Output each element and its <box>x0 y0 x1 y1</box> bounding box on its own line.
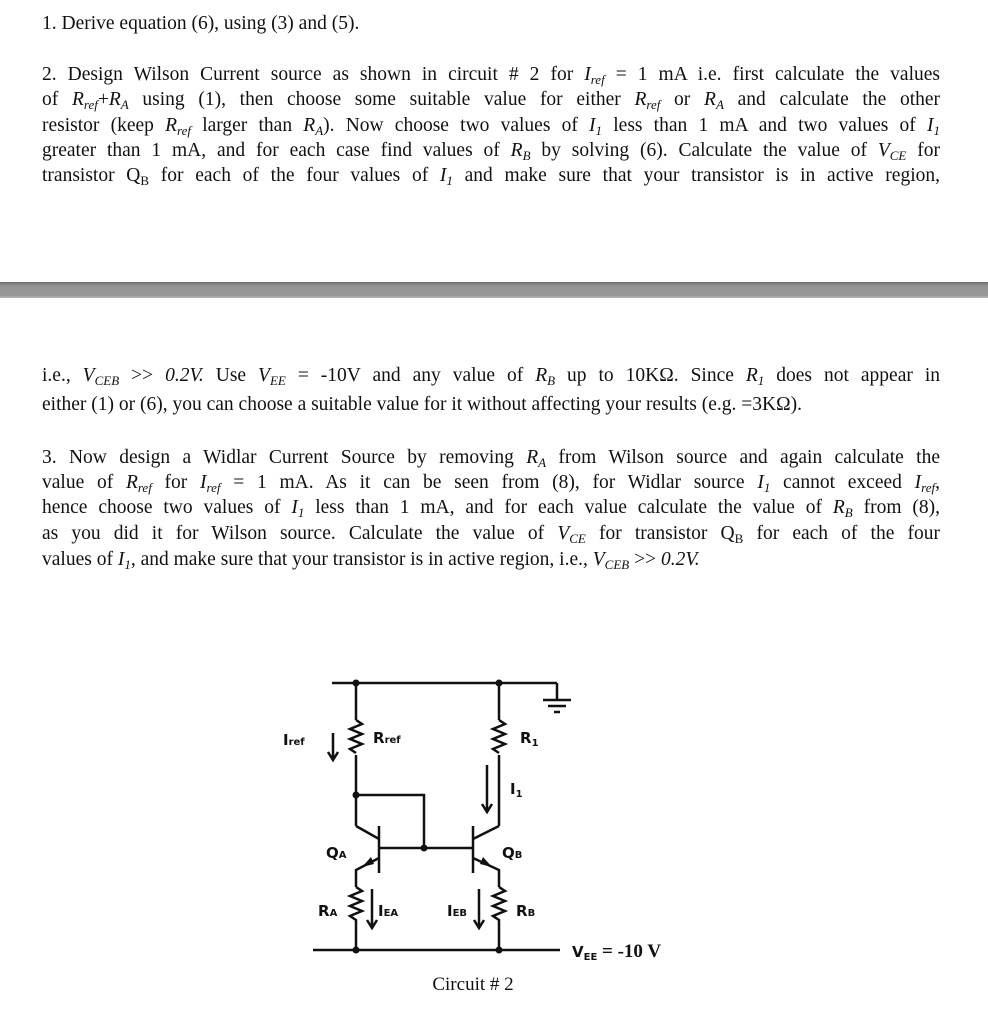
text-segment: for each of the four <box>743 523 940 544</box>
text-segment: 1 <box>297 505 305 520</box>
text-segment: , <box>935 472 940 493</box>
resistor-rb <box>493 887 505 950</box>
text-segment: B <box>734 531 744 546</box>
text-segment: + <box>97 89 109 110</box>
text-segment: R <box>108 89 121 110</box>
text-segment: V <box>82 365 95 386</box>
text-segment: value of <box>42 472 126 493</box>
text-segment: A <box>715 97 724 112</box>
text-segment: using (1), then choose some suitable value for either <box>128 89 635 110</box>
text-segment: CE <box>569 531 586 546</box>
text-segment: B <box>844 505 853 520</box>
text-segment: R <box>535 365 548 386</box>
text-segment: 1 <box>595 123 603 138</box>
text-segment: R <box>704 89 716 110</box>
text-segment: >> <box>629 549 661 570</box>
text-segment: ref <box>137 480 152 495</box>
resistor-r1 <box>493 720 505 753</box>
text-segment: = 1 mA. As it can be seen from (8), for Widlar source <box>220 472 758 493</box>
arrow-iea <box>367 889 377 928</box>
text-segment: greater than 1 mA, and for each case find values of <box>42 140 511 161</box>
label-vee: $V_{EE} = -10$ V <box>572 941 662 963</box>
text-segment: as you did it for Wilson source. Calculate the value of <box>42 523 558 544</box>
text-segment: for each of the four values of <box>149 165 440 186</box>
text-segment: I <box>439 165 447 186</box>
text-segment: or <box>660 89 705 110</box>
text-segment: hence choose two values of <box>42 497 292 518</box>
node <box>353 947 360 954</box>
node <box>353 792 360 799</box>
text-segment: 0.2V. <box>165 365 204 386</box>
text-segment: A <box>315 123 324 138</box>
emitter-arrow-qb <box>480 857 492 867</box>
text-segment: from Wilson source and again calculate the <box>546 447 940 468</box>
circuit-caption: Circuit # 2 <box>432 974 514 995</box>
text-segment: does not appear in <box>764 365 940 386</box>
text-segment: 1 <box>933 123 940 138</box>
text-segment: ref <box>646 97 661 112</box>
text-segment: cannot exceed <box>770 472 915 493</box>
text-segment: 1 <box>763 480 771 495</box>
text-segment: for transistor Q <box>585 523 735 544</box>
text-segment: transistor Q <box>42 165 141 186</box>
text-segment: i.e., <box>42 365 83 386</box>
text-segment: CEB <box>604 557 630 572</box>
text-segment: B <box>140 173 150 188</box>
arrow-iref <box>328 733 338 760</box>
text-segment: R <box>71 89 84 110</box>
text-segment: ref <box>590 72 605 87</box>
arrow-i1 <box>482 765 492 812</box>
text-segment: , and make sure that your transistor is in active region, i.e., <box>130 549 593 570</box>
text-segment: I <box>117 549 125 570</box>
text-segment: R <box>510 140 523 161</box>
left-branch-wire <box>356 683 424 848</box>
text-segment: and calculate the other <box>723 89 940 110</box>
text-segment: I <box>589 115 596 136</box>
text-segment: B <box>522 148 531 163</box>
text-segment: 1 <box>124 557 131 572</box>
text-segment: I <box>200 472 207 493</box>
text-segment: either (1) or (6), you can choose a suitable value for it without affecting your results (e.g. =3KΩ). <box>42 394 802 415</box>
text-segment: by solving (6). Calculate the value of <box>530 140 878 161</box>
text-segment: less than 1 mA and two values of <box>602 115 927 136</box>
text-segment: R <box>303 115 316 136</box>
node <box>496 680 503 687</box>
text-segment: I <box>291 497 298 518</box>
text-segment: resistor (keep <box>42 115 166 136</box>
text-segment: R <box>745 365 758 386</box>
text-segment: up to 10KΩ. Since <box>555 365 746 386</box>
resistor-ra <box>350 887 362 950</box>
node <box>496 947 503 954</box>
text-segment: CEB <box>94 373 120 388</box>
text-segment: CE <box>889 148 907 163</box>
text-segment: 1 <box>446 173 453 188</box>
text-segment: R <box>526 447 539 468</box>
text-segment: I <box>927 115 934 136</box>
text-segment: 3. Now design a Widlar Current Source by removing <box>42 447 527 468</box>
text-segment: V <box>258 365 270 386</box>
label-rref: Rref <box>373 729 401 747</box>
label-ra: RA <box>318 902 338 920</box>
text-segment: 1 <box>757 373 765 388</box>
label-iref: Iref <box>283 731 305 749</box>
text-segment: = -10V and any value of <box>285 365 536 386</box>
label-ieb: IEB <box>447 902 468 920</box>
text-segment: V <box>592 549 605 570</box>
text-segment: larger than <box>191 115 304 136</box>
text-segment: R <box>165 115 178 136</box>
ground-icon <box>543 700 571 712</box>
text-segment: R <box>125 472 138 493</box>
label-i1: $I_1$ <box>510 780 523 800</box>
text-segment: I <box>914 472 922 493</box>
text-segment: ref <box>177 123 191 138</box>
text-segment: B <box>547 373 556 388</box>
text-segment: A <box>538 455 547 470</box>
label-iea: IEA <box>378 902 399 920</box>
text-segment: ref <box>921 480 936 495</box>
transistor-qa <box>356 826 379 887</box>
text-segment: values of <box>42 549 118 570</box>
text-segment: for <box>151 472 201 493</box>
text-segment: from (8), <box>852 497 940 518</box>
transistor-qb <box>473 826 499 887</box>
text-segment: ). Now choose two values of <box>323 115 590 136</box>
top-rail-wire <box>332 683 557 700</box>
text-segment: for <box>906 140 940 161</box>
text-segment: R <box>634 89 647 110</box>
node <box>421 845 428 852</box>
arrow-ieb <box>474 889 484 928</box>
text-segment: 1. Derive equation (6), using (3) and (5). <box>42 13 360 34</box>
label-r1: $R_1$ <box>520 729 539 749</box>
text-segment: V <box>877 140 890 161</box>
text-segment: A <box>120 97 129 112</box>
label-qa: QA <box>326 844 347 862</box>
label-qb: QB <box>502 844 523 862</box>
text-segment: R <box>832 497 845 518</box>
text-segment: V <box>557 523 570 544</box>
text-segment: Use <box>203 365 259 386</box>
text-segment: = 1 mA i.e. first calculate the values <box>604 64 940 85</box>
text-segment: >> <box>119 365 166 386</box>
text-segment: and make sure that your transistor is in active region, <box>452 165 940 186</box>
text-segment: 0.2V. <box>660 549 700 570</box>
emitter-arrow-qa <box>362 857 374 867</box>
text-segment: ref <box>83 97 98 112</box>
text-segment: less than 1 mA, and for each value calculate the value of <box>304 497 833 518</box>
text-segment: 2. Design Wilson Current source as shown in circuit # 2 for <box>42 64 585 85</box>
text-segment: I <box>757 472 764 493</box>
label-rb: RB <box>516 902 536 920</box>
text-segment: ref <box>206 480 221 495</box>
text-segment: EE <box>269 373 286 388</box>
resistor-rref <box>350 720 362 753</box>
text-segment: of <box>42 89 72 110</box>
text-segment: I <box>584 64 591 85</box>
node <box>353 680 360 687</box>
